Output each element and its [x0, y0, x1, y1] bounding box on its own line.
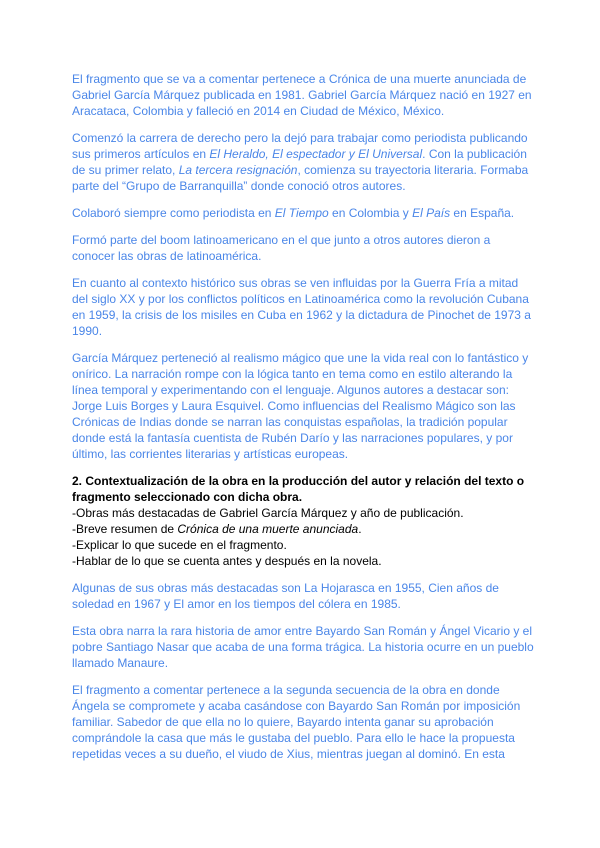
newspapers-italic: El Heraldo, El espectador y El Universal [209, 147, 423, 161]
task-item: -Hablar de lo que se cuenta antes y después en la novela. [72, 554, 382, 568]
text-run: Comenzó la carrera de derecho pero la dejó para trabajar como periodista publicando sus primeros artículos en [72, 131, 528, 161]
text-run: en España. [450, 206, 515, 220]
el-tiempo-italic: El Tiempo [274, 206, 329, 220]
intro-paragraph: El fragmento que se va a comentar pertenece a Crónica de una muerte anunciada de Gabriel García Márquez publicada en 1981. Gabriel García Márquez nació en 1927 en Aracataca, Colombia y falleció en 2014 en Ciudad de México, México. [72, 72, 532, 118]
biography-paragraph [72, 130, 534, 194]
text-run: Colaboró siempre como periodista en [72, 206, 275, 220]
document-page [72, 71, 534, 773]
text-run: . Con la publicación de su primer relato, [72, 147, 527, 177]
el-pais-italic: El País [412, 206, 451, 220]
task-item: -Obras más destacadas de Gabriel García Márquez y año de publicación. [72, 506, 464, 520]
text-run: . [358, 522, 362, 536]
fragment-paragraph: El fragmento a comentar pertenece a la segunda secuencia de la obra en donde Ángela se compromete y acaba casándose con Bayardo San Román por imposición familiar. Sabedor de que ella no lo quiere, Bayardo intenta ganar su aprobación comprándole la casa que más le gustaba del pueblo. Para ello le hace la propuesta repetidas veces a su dueño, el viudo de Xius, mientras juegan al dominó. En esta [72, 683, 521, 761]
magic-realism-paragraph: García Márquez perteneció al realismo mágico que une la vida real con lo fantástico y onírico. La narración rompe con la lógica tanto en tema como en estilo alterando la línea temporal y experimentando con el lenguaje. Algunos autores a destacar son: Jorge Luis Borges y Laura Esquivel. Como influencias del Realismo Mágico son las Crónicas de Indias donde se narran las conquistas españolas, la tradición popular donde está la fantasía cuentista de Rubén Darío y las narraciones populares, y por último, las corrientes literarias y artísticas europeas. [72, 351, 529, 461]
text-run: -Breve resumen de [72, 522, 178, 536]
task-item: -Explicar lo que sucede en el fragmento. [72, 538, 287, 552]
section-2-task [72, 473, 534, 569]
summary-paragraph: Esta obra narra la rara historia de amor entre Bayardo San Román y Ángel Vicario y el pobre Santiago Nasar que acaba de una forma trágica. La historia ocurre en un pueblo llamado Manaure. [72, 624, 534, 670]
task-item [72, 521, 534, 537]
journalism-paragraph [72, 205, 534, 221]
novel-title-italic: Crónica de una muerte anunciada [177, 522, 359, 536]
works-paragraph: Algunas de sus obras más destacadas son La Hojarasca en 1955, Cien años de soledad en 1967 y El amor en los tiempos del cólera en 1985. [72, 581, 499, 611]
historical-context-paragraph: En cuanto al contexto histórico sus obras se ven influidas por la Guerra Fría a mitad del siglo XX y por los conflictos políticos en Latinoamérica como la revolución Cubana en 1959, la crisis de los misiles en Cuba en 1962 y la dictadura de Pinochet de 1973 a 1990. [72, 276, 531, 338]
text-run: , comienza su trayectoria literaria. Formaba parte del “Grupo de Barranquilla” donde conoció otros autores. [72, 163, 529, 193]
section-heading: 2. Contextualización de la obra en la producción del autor y relación del texto o fragmento seleccionado con dicha obra. [72, 474, 525, 504]
boom-paragraph: Formó parte del boom latinoamericano en el que junto a otros autores dieron a conocer las obras de latinoamérica. [72, 233, 491, 263]
text-run: en Colombia y [328, 206, 413, 220]
first-story-italic: La tercera resignación [178, 163, 298, 177]
